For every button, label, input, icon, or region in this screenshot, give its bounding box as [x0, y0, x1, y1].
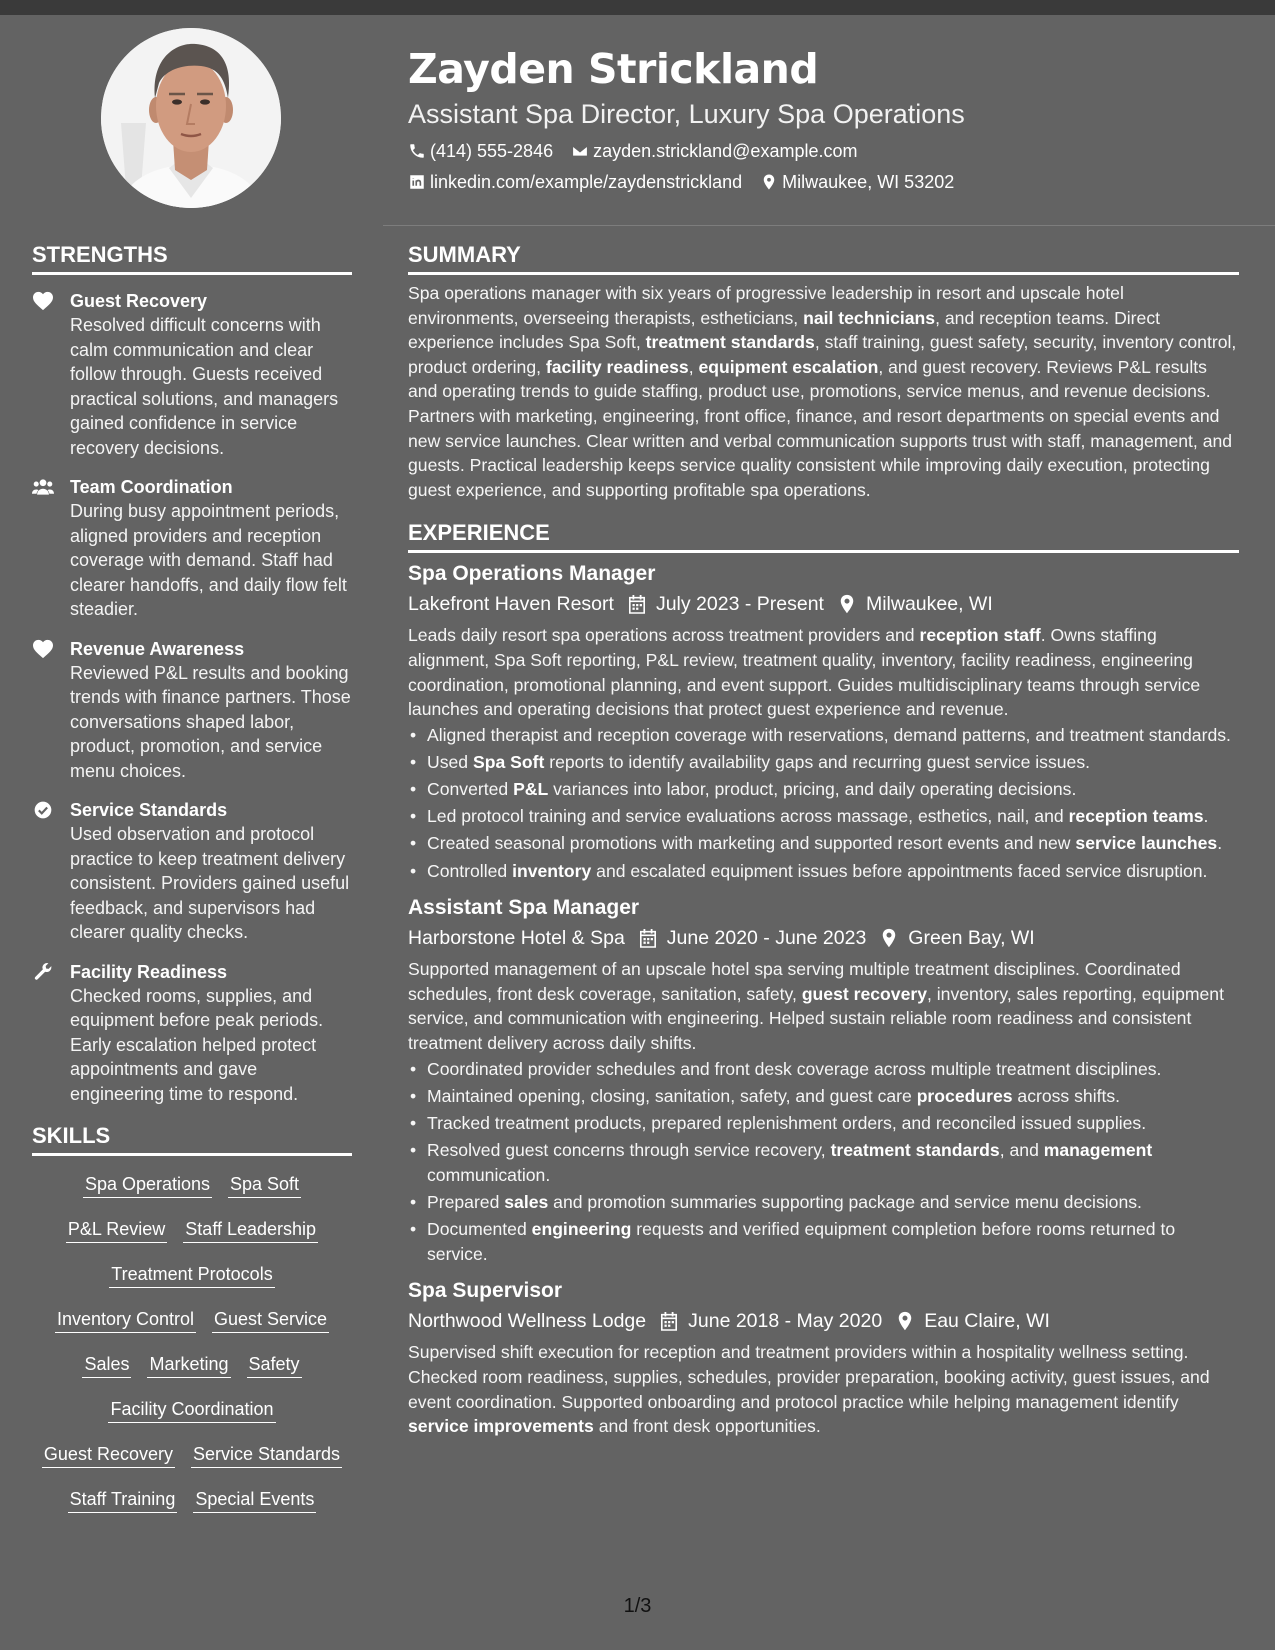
calendar-icon	[646, 1311, 688, 1331]
bullet-item: • Used Spa Soft reports to identify availability gaps and recurring guest service issues.	[408, 750, 1239, 775]
email-contact[interactable]	[571, 140, 857, 162]
calendar-icon	[625, 928, 667, 948]
map-pin-icon	[866, 928, 908, 948]
skill-tag: Spa Operations	[83, 1172, 212, 1198]
skills-list	[32, 1170, 352, 1530]
bullet-item: • Documented engineering requests and verified equipment completion before rooms returned to service.	[408, 1217, 1239, 1266]
summary-heading: SUMMARY	[408, 240, 1239, 275]
strength-item	[32, 798, 352, 945]
job-meta	[408, 589, 1239, 619]
strength-description: Used observation and protocol practice to keep treatment delivery consistent. Providers gained useful feedback, and supervisors had clearer quality checks.	[70, 824, 350, 942]
job-description: Supervised shift execution for reception and treatment providers within a hospitality wellness setting. Checked room readiness, supplies, schedules, provider preparation, booking activity, guest issues, and event coordination. Supported onboarding and protocol practice while helping management identify service improvements and front desk opportunities.	[408, 1342, 1210, 1437]
job-bullets	[408, 723, 1239, 884]
job-company: Harborstone Hotel & Spa	[408, 927, 625, 950]
skills-heading: SKILLS	[32, 1121, 352, 1156]
bullet-item: • Created seasonal promotions with marketing and supported resort events and new service launches.	[408, 831, 1239, 856]
strength-description: During busy appointment periods, aligned providers and reception coverage with demand. Staff had clearer handoffs, and daily flow felt steadier.	[70, 501, 347, 619]
calendar-icon	[614, 594, 656, 614]
job-dates: June 2020 - June 2023	[666, 927, 867, 950]
phone-contact[interactable]	[408, 140, 553, 162]
job-meta	[408, 1306, 1239, 1336]
linkedin-text: linkedin.com/example/zaydenstrickland	[430, 172, 743, 192]
strength-name: Service Standards	[70, 800, 228, 820]
strength-item	[32, 637, 352, 784]
skill-tag: Treatment Protocols	[109, 1262, 274, 1288]
bullet-item: • Maintained opening, closing, sanitation, safety, and guest care procedures across shifts.	[408, 1084, 1239, 1109]
skill-tag: Guest Service	[212, 1307, 329, 1333]
job-meta	[408, 923, 1239, 953]
strengths-list	[32, 289, 352, 1106]
job-bullets	[408, 1057, 1239, 1267]
candidate-title: Assistant Spa Director, Luxury Spa Operations	[408, 99, 965, 129]
skill-row	[32, 1485, 352, 1530]
experience-heading: EXPERIENCE	[408, 518, 1239, 553]
job-company: Northwood Wellness Lodge	[408, 1310, 647, 1333]
skill-tag: Safety	[247, 1352, 302, 1378]
bullet-item: • Led protocol training and service evaluations across massage, esthetics, nail, and reception teams.	[408, 804, 1239, 829]
skill-row	[32, 1350, 352, 1395]
strength-item	[32, 289, 352, 460]
job-entry	[408, 1276, 1239, 1438]
skill-row	[32, 1260, 352, 1305]
strength-name: Team Coordination	[70, 477, 233, 497]
strength-item	[32, 960, 352, 1107]
linkedin-contact[interactable]	[408, 171, 742, 193]
map-pin-icon	[824, 594, 866, 614]
skill-tag: P&L Review	[66, 1217, 167, 1243]
bullet-item: • Prepared sales and promotion summaries supporting package and service menu decisions.	[408, 1190, 1239, 1215]
job-entry	[408, 559, 1239, 883]
resume-header	[408, 42, 1248, 193]
skill-row	[32, 1395, 352, 1440]
strength-description: Checked rooms, supplies, and equipment before peak periods. Early escalation helped protect appointments and gave engineering time to respond.	[70, 985, 324, 1104]
skill-tag: Spa Soft	[228, 1172, 301, 1198]
bullet-item: • Aligned therapist and reception coverage with reservations, demand patterns, and treatment standards.	[408, 723, 1239, 748]
heart-icon	[32, 289, 70, 460]
job-location: Green Bay, WI	[908, 927, 1035, 950]
job-description: Leads daily resort spa operations across treatment providers and reception staff. Owns staffing alignment, Spa Soft reporting, P&L review, treatment quality, inventory, facility readiness, engineering coordination, promotional planning, and event support. Guides multidisciplinary teams through service launches and operating decisions that protect guest experience and revenue.	[408, 625, 1201, 720]
bullet-item: • Coordinated provider schedules and front desk coverage across multiple treatment disciplines.	[408, 1057, 1239, 1082]
job-title: Spa Supervisor	[408, 1279, 563, 1303]
sidebar	[32, 240, 352, 1530]
skill-tag: Sales	[82, 1352, 131, 1378]
phone-icon	[408, 142, 426, 160]
main-column	[408, 240, 1239, 1439]
strength-name: Revenue Awareness	[70, 638, 245, 659]
strength-name: Guest Recovery	[70, 291, 208, 311]
skill-row	[32, 1305, 352, 1350]
skill-tag: Guest Recovery	[42, 1442, 175, 1468]
strength-description: Resolved difficult concerns with calm communication and clear follow through. Guests received practical solutions, and managers gained confidence in service recovery decisions.	[70, 315, 339, 458]
skill-row	[32, 1215, 352, 1260]
candidate-name: Zayden Strickland	[408, 45, 819, 93]
skill-row	[32, 1170, 352, 1215]
page-number: 1/3	[623, 1595, 652, 1617]
envelope-icon	[571, 142, 589, 160]
check-circle-icon	[32, 798, 70, 945]
bullet-item: • Resolved guest concerns through service recovery, treatment standards, and management communication.	[408, 1138, 1239, 1187]
bullet-item: • Controlled inventory and escalated equipment issues before appointments faced service disruption.	[408, 859, 1239, 884]
skill-tag: Staff Training	[68, 1487, 178, 1513]
strength-item	[32, 475, 352, 622]
users-icon	[32, 475, 70, 622]
linkedin-icon	[408, 173, 426, 191]
job-location: Milwaukee, WI	[865, 593, 993, 616]
portrait-image	[101, 28, 281, 208]
profile-photo	[101, 28, 281, 208]
bullet-item: • Converted P&L variances into labor, product, pricing, and daily operating decisions.	[408, 777, 1239, 802]
skill-tag: Inventory Control	[55, 1307, 196, 1333]
bullet-item: • Tracked treatment products, prepared replenishment orders, and reconciled issued supplies.	[408, 1111, 1239, 1136]
job-description: Supported management of an upscale hotel spa serving multiple treatment disciplines. Coordinated schedules, front desk coverage, sanitation, safety, guest recovery, inventory, sales reporting, equipment service, and communication with engineering. Helped sustain reliable room readiness and consistent treatment delivery across daily shifts.	[408, 959, 1224, 1054]
wrench-icon	[32, 960, 70, 1107]
map-pin-icon	[760, 173, 778, 191]
skill-tag: Facility Coordination	[108, 1397, 275, 1423]
job-dates: July 2023 - Present	[655, 593, 824, 616]
email-text: zayden.strickland@example.com	[593, 141, 858, 161]
experience-list	[408, 559, 1239, 1438]
job-title: Assistant Spa Manager	[408, 896, 640, 920]
skill-tag: Special Events	[193, 1487, 316, 1513]
job-company: Lakefront Haven Resort	[408, 593, 614, 616]
strength-name: Facility Readiness	[70, 961, 228, 982]
strengths-heading: STRENGTHS	[32, 240, 352, 275]
skill-tag: Staff Leadership	[183, 1217, 318, 1243]
contact-line-2	[408, 171, 1248, 193]
top-bar	[0, 0, 1275, 15]
job-title: Spa Operations Manager	[408, 562, 656, 586]
job-dates: June 2018 - May 2020	[688, 1310, 883, 1333]
skill-tag: Marketing	[147, 1352, 230, 1378]
job-location: Eau Claire, WI	[924, 1310, 1050, 1333]
job-entry	[408, 893, 1239, 1266]
summary-text: Spa operations manager with six years of progressive leadership in resort and upscale hotel environments, overseeing therapists, estheticians, nail technicians, and reception teams. Direct experience includes Spa Soft, treatment standards, staff training, guest safety, security, inventory control, product ordering, facility readiness, equipment escalation, and guest recovery. Reviews P&L results and operating trends to guide staffing, product use, promotions, service menus, and revenue decisions. Partners with marketing, engineering, front office, finance, and resort departments on special events and new service launches. Clear written and verbal communication supports trust with staff, management, and guests. Practical leadership keeps service quality consistent while improving daily execution, protecting guest experience, and supporting profitable spa operations.	[408, 283, 1237, 500]
map-pin-icon	[882, 1311, 924, 1331]
location-text: Milwaukee, WI 53202	[782, 172, 955, 192]
phone-text: (414) 555-2846	[430, 141, 554, 161]
contact-line-1	[408, 140, 1248, 162]
skill-row	[32, 1440, 352, 1485]
location-contact	[760, 171, 954, 193]
strength-description: Reviewed P&L results and booking trends with finance partners. Those conversations shaped labor, product, promotion, and service menu choices.	[70, 662, 351, 781]
header-divider	[383, 225, 1275, 226]
heart-icon	[32, 637, 70, 784]
skill-tag: Service Standards	[191, 1442, 342, 1468]
